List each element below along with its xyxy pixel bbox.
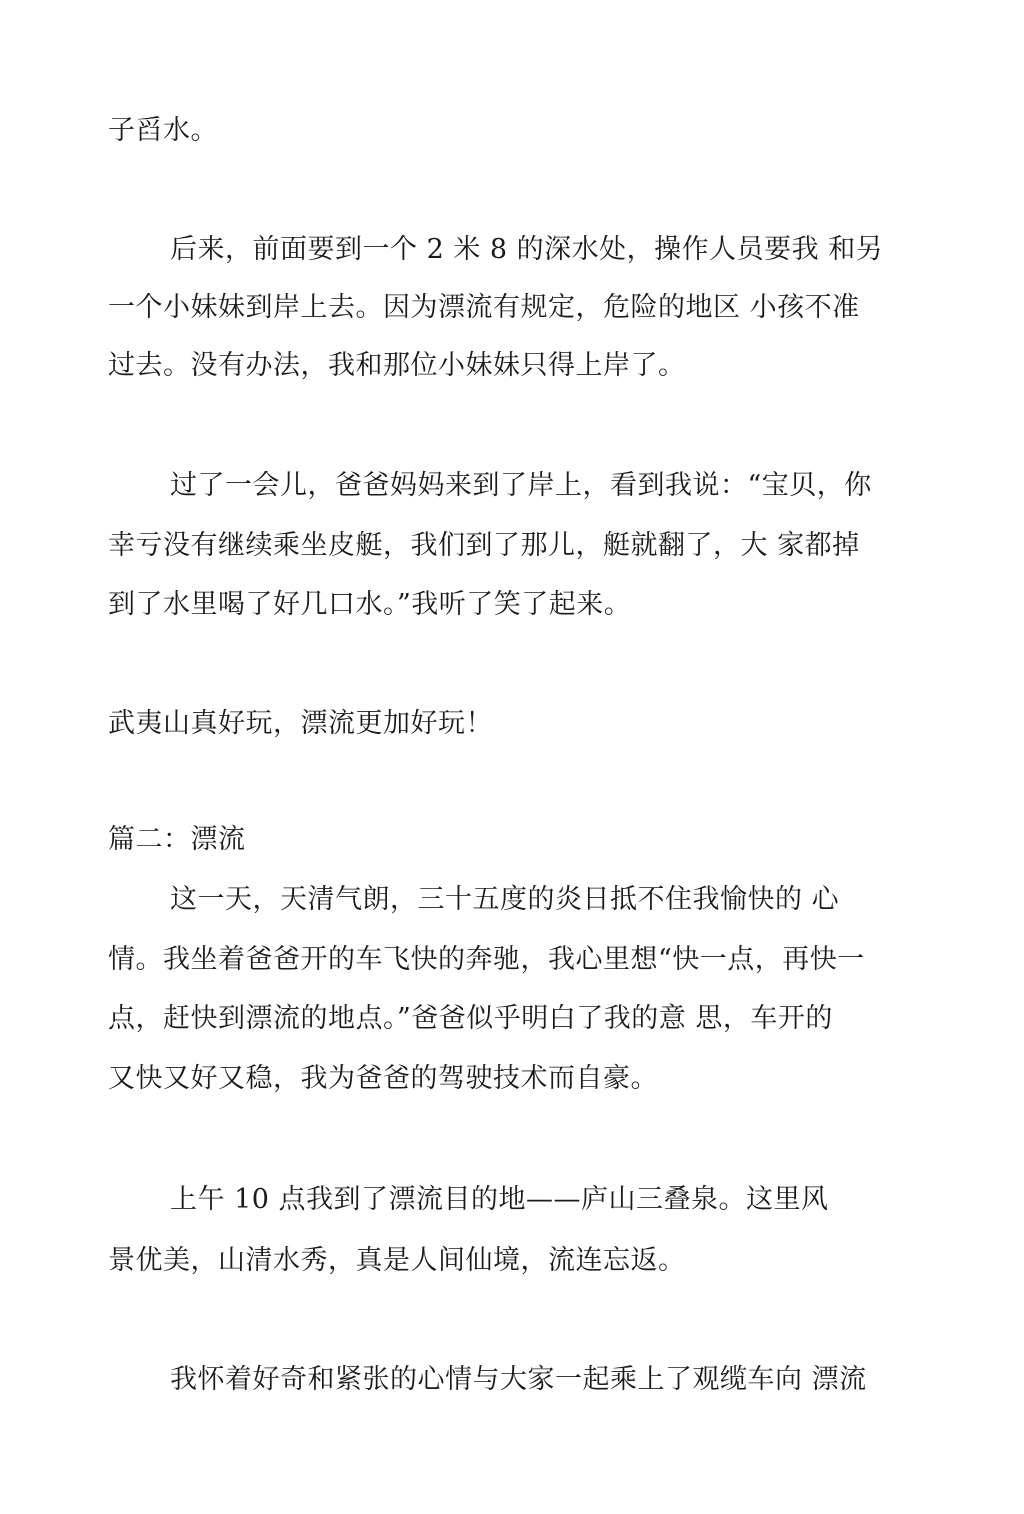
paragraph-start-line: 这一天，天清气朗，三十五度的炎日抵不住我愉快的 心 — [170, 884, 840, 915]
text-line: 幸亏没有继续乘坐皮艇，我们到了那儿，艇就翻了，大 家都掉 — [108, 530, 860, 561]
text-line: 又快又好又稳，我为爸爸的驾驶技术而自豪。 — [108, 1063, 658, 1094]
text-line: 情。我坐着爸爸开的车飞快的奔驰，我心里想“快一点，再快一 — [108, 944, 865, 975]
paragraph-start-line: 过了一会儿，爸爸妈妈来到了岸上，看到我说：“宝贝，你 — [170, 470, 872, 501]
text-line: 武夷山真好玩，漂流更加好玩！ — [108, 708, 493, 739]
text-line: 一个小妹妹到岸上去。因为漂流有规定，危险的地区 小孩不准 — [108, 292, 860, 323]
text-line: 过去。没有办法，我和那位小妹妹只得上岸了。 — [108, 350, 686, 381]
text-line: 景优美，山清水秀，真是人间仙境，流连忘返。 — [108, 1245, 686, 1276]
paragraph-start-line: 我怀着好奇和紧张的心情与大家一起乘上了观缆车向 漂流 — [170, 1364, 867, 1395]
text-line: 到了水里喝了好几口水。”我听了笑了起来。 — [108, 589, 632, 620]
text-line: 子舀水。 — [108, 115, 218, 146]
paragraph-start-line: 上午 10 点我到了漂流目的地——庐山三叠泉。这里风 — [170, 1184, 829, 1215]
text-line: 点，赶快到漂流的地点。”爸爸似乎明白了我的意 思，车开的 — [108, 1003, 833, 1034]
paragraph-start-line: 后来，前面要到一个 2 米 8 的深水处，操作人员要我 和另 — [170, 234, 884, 265]
section-heading: 篇二：漂流 — [108, 824, 246, 855]
